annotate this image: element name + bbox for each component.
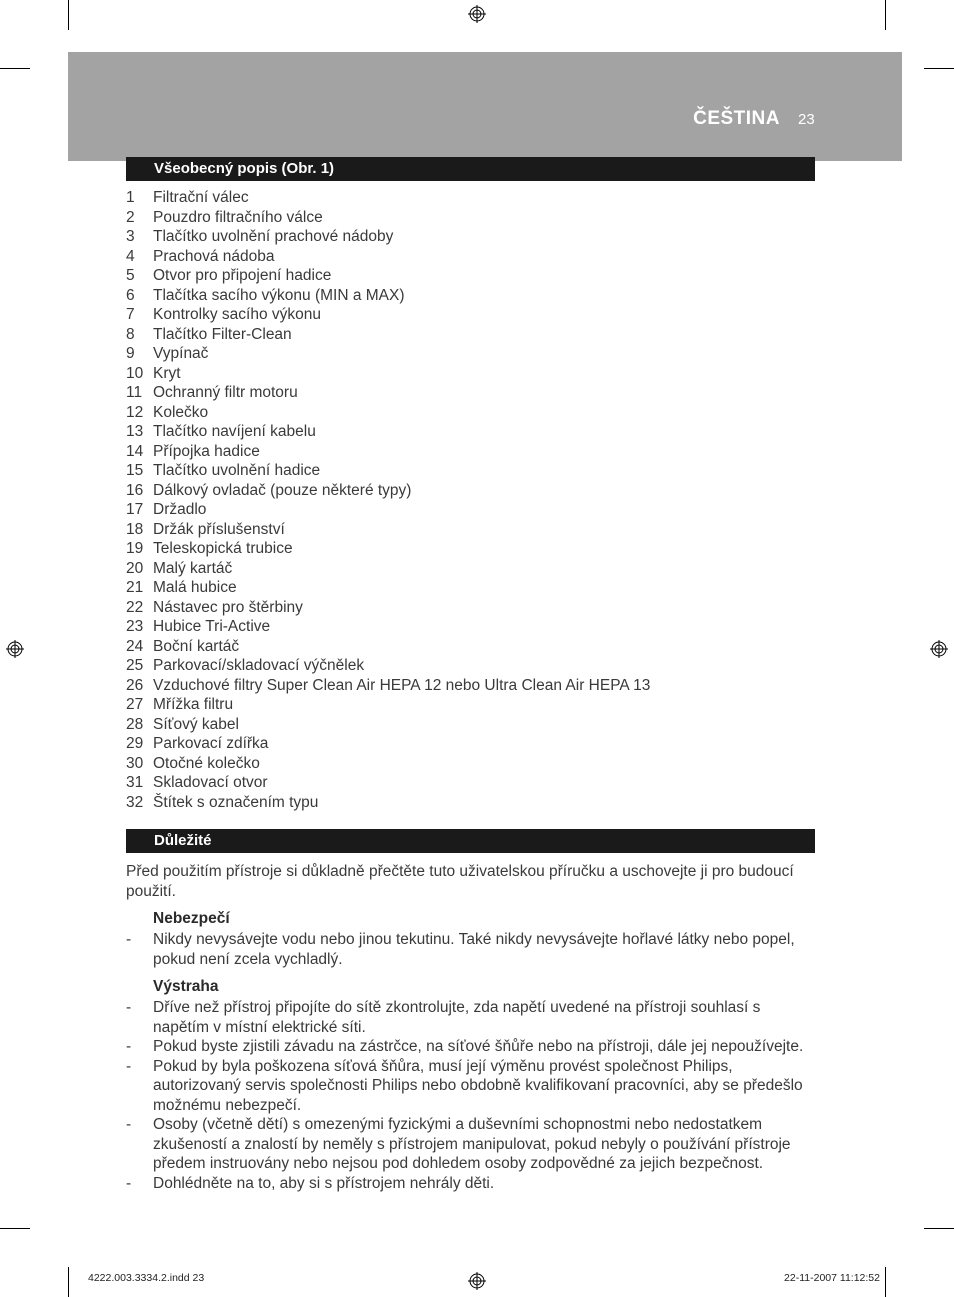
part-number: 7 [126,306,135,323]
list-item [126,286,650,306]
bullet-dash: - [126,931,132,948]
bullet-text: Nikdy nevysávejte vodu nebo jinou tekutinu. Také nikdy nevysávejte hořlavé látky nebo popel, pokud není zcela vychladlý. [153,931,795,968]
part-number: 18 [126,520,144,538]
list-item [126,325,650,345]
list-item [126,793,650,813]
bullet-dash: - [126,1057,132,1075]
part-number: 31 [126,774,144,791]
part-number: 23 [126,618,144,635]
list-item [126,578,650,598]
crop-mark [924,1228,954,1229]
list-item [126,383,650,403]
list-item [126,734,650,754]
list-item [126,1037,816,1057]
danger-heading: Nebezpečí [153,910,230,927]
list-item [126,998,816,1037]
section-heading-important: Důležité [126,829,815,853]
part-number: 28 [126,715,144,733]
part-label: Kolečko [153,403,209,421]
list-item [126,422,650,442]
part-number: 10 [126,364,144,382]
part-number: 9 [126,345,135,362]
part-label: Prachová nádoba [153,247,275,265]
part-number: 5 [126,267,135,284]
part-number: 14 [126,442,144,460]
part-number: 8 [126,325,135,343]
list-item [126,715,650,735]
list-item [126,208,650,228]
part-number: 17 [126,501,144,518]
part-number: 6 [126,286,135,304]
part-label: Tlačítko uvolnění hadice [153,462,321,479]
warning-list [126,998,816,1193]
part-number: 16 [126,481,144,499]
part-label: Pouzdro filtračního válce [153,208,323,226]
bullet-dash: - [126,1116,132,1133]
registration-mark-icon [6,640,24,658]
part-number: 12 [126,403,144,421]
part-number: 27 [126,696,144,713]
part-label: Malá hubice [153,579,237,596]
list-item [126,188,650,208]
part-label: Filtrační válec [153,189,249,206]
warning-heading: Výstraha [153,978,219,995]
part-label: Boční kartáč [153,637,240,655]
list-item [126,598,650,618]
part-label: Držadlo [153,501,207,518]
list-item [126,695,650,715]
list-item [126,1174,816,1194]
part-number: 24 [126,637,144,655]
language-title: ČEŠTINA [693,108,780,129]
parts-list [126,188,650,812]
part-label: Síťový kabel [153,715,239,733]
footer-timestamp: 22-11-2007 11:12:52 [784,1272,880,1284]
part-label: Tlačítko Filter-Clean [153,325,292,343]
crop-mark [924,68,954,69]
list-item [126,481,650,501]
part-number: 11 [126,384,143,401]
part-label: Tlačítko uvolnění prachové nádoby [153,228,394,245]
section-heading-general: Všeobecný popis (Obr. 1) [126,157,815,181]
registration-mark-icon [468,1272,486,1290]
part-label: Kontrolky sacího výkonu [153,306,322,323]
list-item [126,559,650,579]
part-number: 21 [126,579,144,596]
part-number: 4 [126,247,135,265]
list-item [126,500,650,520]
part-label: Vypínač [153,345,209,362]
bullet-text: Pokud by byla poškozena síťová šňůra, musí její výměnu provést společnost Philips, autorizovaný servis společnosti Philips nebo obdobně kvalifikovaní pracovníci, aby se předešlo možnému nebezpečí. [153,1057,803,1114]
part-label: Nástavec pro štěrbiny [153,598,303,616]
list-item [126,520,650,540]
crop-mark [68,1267,69,1297]
bullet-dash: - [126,1038,132,1055]
part-label: Přípojka hadice [153,442,260,460]
list-item [126,1057,816,1116]
registration-mark-icon [930,640,948,658]
part-label: Kryt [153,364,181,382]
crop-mark [68,0,69,30]
list-item [126,247,650,267]
list-item [126,227,650,247]
list-item [126,305,650,325]
list-item [126,930,816,969]
part-number: 3 [126,228,135,245]
list-item [126,617,650,637]
list-item [126,676,650,696]
list-item [126,266,650,286]
part-number: 22 [126,598,144,616]
bullet-text: Pokud byste zjistili závadu na zástrčce, na síťové šňůře nebo na přístroji, dále jej nepoužívejte. [153,1038,804,1055]
list-item [126,344,650,364]
list-item [126,754,650,774]
part-label: Parkovací/skladovací výčnělek [153,657,365,674]
registration-mark-icon [468,5,486,23]
part-number: 2 [126,208,135,226]
important-intro: Před použitím přístroje si důkladně přečtěte tuto uživatelskou příručku a uschovejte ji pro budoucí použití. [126,863,794,900]
danger-list [126,930,816,969]
part-number: 19 [126,540,144,557]
crop-mark [885,0,886,30]
bullet-text: Osoby (včetně dětí) s omezenými fyzickými a duševními schopnostmi nebo nedostatkem zkušeností a znalostí by neměly s přístrojem manipulovat, pokud nebyly o používání přístroje předem instruovány nebo nejsou pod dohledem osoby zodpovědné za jejich bezpečnost. [153,1116,791,1172]
bullet-dash: - [126,999,132,1016]
part-label: Otvor pro připojení hadice [153,267,332,284]
part-label: Skladovací otvor [153,774,268,791]
bullet-text: Dohlédněte na to, aby si s přístrojem nehrály děti. [153,1174,495,1192]
part-number: 13 [126,423,144,440]
part-label: Otočné kolečko [153,754,260,772]
part-label: Parkovací zdířka [153,735,269,752]
list-item [126,364,650,384]
part-number: 32 [126,793,144,811]
header-band [68,52,902,161]
part-number: 15 [126,462,144,479]
part-label: Štítek s označením typu [153,793,319,811]
part-number: 29 [126,735,144,752]
footer-file-name: 4222.003.3334.2.indd 23 [88,1272,205,1284]
list-item [126,539,650,559]
list-item [126,1115,816,1174]
crop-mark [885,1267,886,1297]
part-number: 26 [126,676,144,694]
part-label: Vzduchové filtry Super Clean Air HEPA 12 nebo Ultra Clean Air HEPA 13 [153,676,651,694]
part-number: 30 [126,754,144,772]
part-label: Tlačítko navíjení kabelu [153,423,316,440]
part-number: 20 [126,559,144,577]
list-item [126,461,650,481]
part-label: Hubice Tri-Active [153,618,271,635]
list-item [126,637,650,657]
part-label: Teleskopická trubice [153,540,293,557]
list-item [126,442,650,462]
part-number: 1 [126,189,135,206]
list-item [126,656,650,676]
part-label: Malý kartáč [153,559,233,577]
part-label: Tlačítka sacího výkonu (MIN a MAX) [153,286,405,304]
part-label: Ochranný filtr motoru [153,384,298,401]
bullet-text: Dříve než přístroj připojíte do sítě zkontrolujte, zda napětí uvedené na přístroji souhlasí s napětím v místní elektrické síti. [153,999,761,1036]
list-item [126,403,650,423]
part-label: Dálkový ovladač (pouze některé typy) [153,481,412,499]
part-label: Držák příslušenství [153,520,285,538]
bullet-dash: - [126,1174,132,1192]
part-label: Mřížka filtru [153,696,234,713]
crop-mark [0,1228,30,1229]
page-number: 23 [798,111,815,128]
part-number: 25 [126,657,144,674]
crop-mark [0,68,30,69]
list-item [126,773,650,793]
